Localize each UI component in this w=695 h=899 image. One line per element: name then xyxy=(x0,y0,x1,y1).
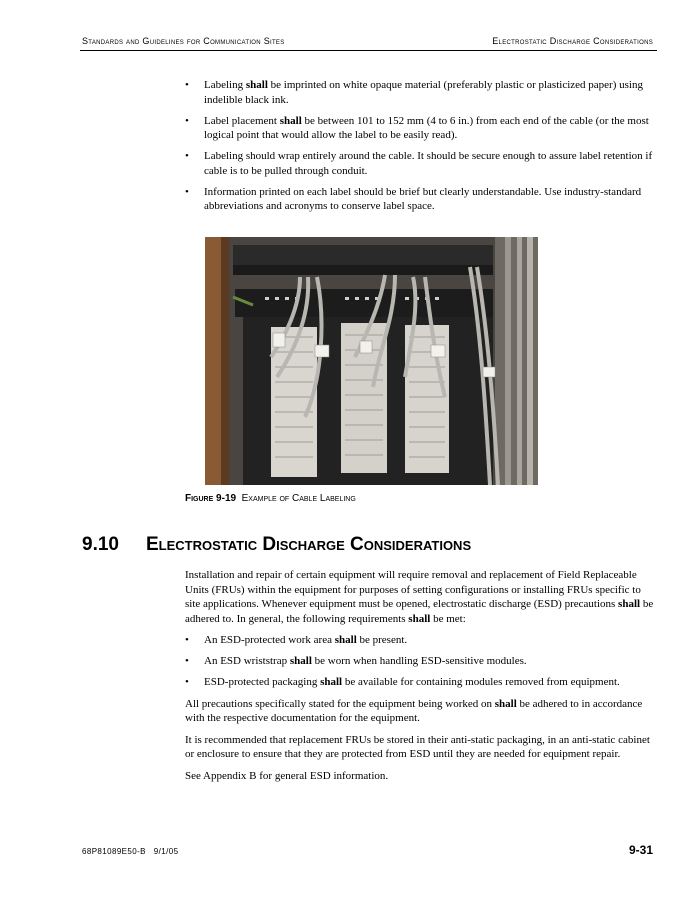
recommendation-paragraph: It is recommended that replacement FRUs be stored in their anti-static packaging, in an anti-static cabinet or enclosure to ensure that they are protected from ESD until they are needed for equipment repair. xyxy=(185,733,650,760)
section-number: 9.10 xyxy=(82,534,119,555)
section-body xyxy=(185,568,655,790)
figure-label: Figure 9-19 xyxy=(185,493,237,504)
figure-caption xyxy=(185,493,356,504)
bullet-item: • An ESD-protected work area shall be present. xyxy=(185,633,655,648)
bullet-item: • Label placement shall be between 101 to 152 mm (4 to 6 in.) from each end of the cable (or the most logical point that would allow the label to be easily read). xyxy=(185,114,655,143)
precautions-paragraph: All precautions specifically stated for the equipment being worked on shall be adhered to in accordance with the respective documentation for the equipment. xyxy=(185,697,643,724)
cable-labeling-bullet-list xyxy=(185,78,655,220)
running-header-left: Standards and Guidelines for Communication Sites xyxy=(82,36,285,46)
bullet-item: • Information printed on each label should be brief but clearly understandable. Use industry-standard abbreviations and acronyms to conserve label space. xyxy=(185,185,655,214)
bullet-item: • Labeling shall be imprinted on white opaque material (preferably plastic or plasticized paper) using indelible black ink. xyxy=(185,78,655,107)
page-number: 9-31 xyxy=(628,843,653,857)
bullet-item: • ESD-protected packaging shall be available for containing modules removed from equipment. xyxy=(185,675,655,690)
header-rule xyxy=(80,50,657,51)
bullet-item: • Labeling should wrap entirely around the cable. It should be secure enough to assure label retention if cable is to be pulled through conduit. xyxy=(185,149,655,178)
cable-labeling-photo xyxy=(205,237,538,485)
intro-paragraph: Installation and repair of certain equipment will require removal and replacement of Field Replaceable Units (FRUs) within the equipment for purposes of setting configurations or installing FRUs specific to site applications. Whenever equipment must be opened, electrostatic discharge (ESD) precautions shall be adhered to. In general, the following requirements shall be met: xyxy=(185,569,654,625)
figure-caption-text: Example of Cable Labeling xyxy=(241,493,356,504)
section-heading xyxy=(82,534,471,556)
esd-requirements-list xyxy=(185,633,655,690)
running-header-right: Electrostatic Discharge Considerations xyxy=(492,36,653,46)
appendix-reference-paragraph: See Appendix B for general ESD information. xyxy=(185,769,389,782)
section-title: Electrostatic Discharge Considerations xyxy=(146,534,472,555)
footer-document-id: 68P81089E50-B 9/1/05 xyxy=(82,847,179,856)
bullet-item: • An ESD wriststrap shall be worn when handling ESD-sensitive modules. xyxy=(185,654,655,669)
